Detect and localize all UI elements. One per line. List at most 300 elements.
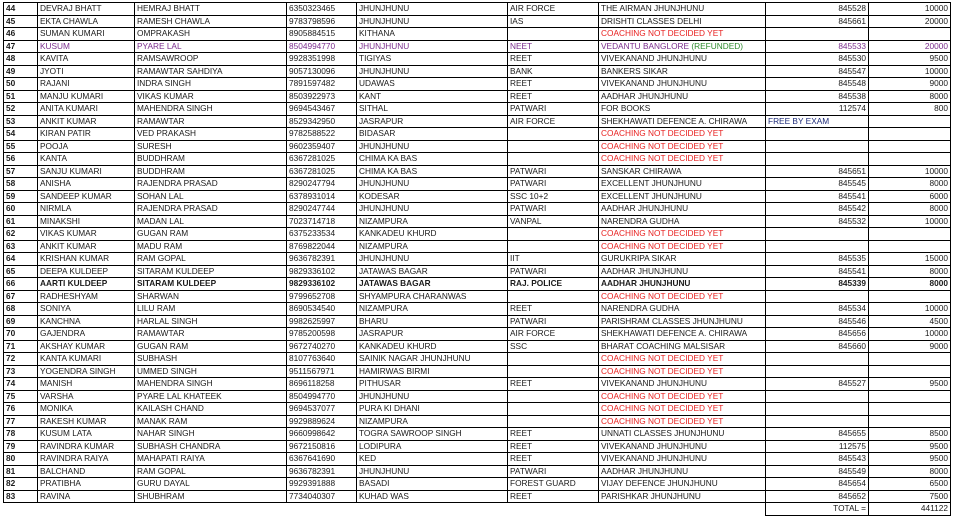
cell-student-name[interactable]: KUSUM LATA — [38, 428, 135, 441]
cell-exam[interactable]: PATWARI — [508, 465, 599, 478]
cell-fee[interactable]: 8000 — [869, 265, 951, 278]
cell-mobile[interactable]: 9799652708 — [287, 290, 357, 303]
cell-exam[interactable]: PATWARI — [508, 203, 599, 216]
cell-exam[interactable]: REET — [508, 303, 599, 316]
cell-student-name[interactable]: AKSHAY KUMAR — [38, 340, 135, 353]
cell-fee[interactable]: 10000 — [869, 328, 951, 341]
cell-address[interactable]: HAMIRWAS BIRMI — [357, 365, 508, 378]
cell-father-name[interactable]: NAHAR SINGH — [135, 428, 287, 441]
cell-receipt[interactable]: 845654 — [766, 478, 869, 491]
cell-student-name[interactable]: RAVINA — [38, 490, 135, 503]
cell-father-name[interactable]: SHARWAN — [135, 290, 287, 303]
cell-receipt[interactable] — [766, 140, 869, 153]
cell-student-name[interactable]: POOJA — [38, 140, 135, 153]
cell-coaching[interactable]: PARISHRAM CLASSES JHUNJHUNU — [599, 315, 766, 328]
cell-father-name[interactable]: MADU RAM — [135, 240, 287, 253]
cell-sno[interactable]: 47 — [4, 40, 38, 53]
cell-father-name[interactable]: KAILASH CHAND — [135, 403, 287, 416]
cell-mobile[interactable]: 9511567971 — [287, 365, 357, 378]
cell-father-name[interactable]: MAHAPATI RAIYA — [135, 453, 287, 466]
cell-student-name[interactable]: KANTA — [38, 153, 135, 166]
cell-father-name[interactable]: MADAN LAL — [135, 215, 287, 228]
cell-coaching[interactable]: COACHING NOT DECIDED YET — [599, 128, 766, 141]
cell-fee[interactable]: 10000 — [869, 3, 951, 16]
cell-fee[interactable]: 8000 — [869, 278, 951, 291]
cell-mobile[interactable]: 9982625997 — [287, 315, 357, 328]
cell-coaching[interactable]: EXCELLENT JHUNJHUNU — [599, 190, 766, 203]
cell-receipt[interactable] — [766, 353, 869, 366]
cell-fee[interactable]: 20000 — [869, 40, 951, 53]
cell-student-name[interactable]: SONIYA — [38, 303, 135, 316]
cell-sno[interactable]: 67 — [4, 290, 38, 303]
cell-address[interactable]: NIZAMPURA — [357, 415, 508, 428]
cell-coaching[interactable]: FOR BOOKS — [599, 103, 766, 116]
cell-exam[interactable] — [508, 290, 599, 303]
cell-sno[interactable]: 75 — [4, 390, 38, 403]
cell-address[interactable]: JHUNJHUNU — [357, 390, 508, 403]
cell-father-name[interactable]: MANAK RAM — [135, 415, 287, 428]
cell-exam[interactable]: PATWARI — [508, 165, 599, 178]
cell-father-name[interactable]: RAJENDRA PRASAD — [135, 178, 287, 191]
cell-fee[interactable]: 20000 — [869, 15, 951, 28]
cell-student-name[interactable]: SANJU KUMARI — [38, 165, 135, 178]
cell-coaching[interactable] — [599, 40, 766, 53]
cell-sno[interactable]: 55 — [4, 140, 38, 153]
cell-address[interactable]: KUHAD WAS — [357, 490, 508, 503]
cell-exam[interactable]: IIT — [508, 253, 599, 266]
cell-coaching[interactable]: PARISHKAR JHUNJHUNU — [599, 490, 766, 503]
cell-address[interactable]: SAINIK NAGAR JHUNJHUNU — [357, 353, 508, 366]
cell-receipt[interactable]: 845651 — [766, 165, 869, 178]
cell-address[interactable]: NIZAMPURA — [357, 215, 508, 228]
cell-father-name[interactable]: RAMSAWROOP — [135, 53, 287, 66]
cell-address[interactable]: NIZAMPURA — [357, 303, 508, 316]
cell-address[interactable]: KANKADEU KHURD — [357, 340, 508, 353]
cell-fee[interactable]: 9000 — [869, 340, 951, 353]
cell-student-name[interactable]: JYOTI — [38, 65, 135, 78]
cell-receipt[interactable]: 845549 — [766, 465, 869, 478]
cell-receipt[interactable] — [766, 115, 869, 128]
cell-coaching[interactable]: COACHING NOT DECIDED YET — [599, 353, 766, 366]
cell-coaching[interactable]: UNNATI CLASSES JHUNJHUNU — [599, 428, 766, 441]
cell-fee[interactable] — [869, 140, 951, 153]
cell-address[interactable]: JHUNJHUNU — [357, 253, 508, 266]
cell-sno[interactable]: 59 — [4, 190, 38, 203]
cell-sno[interactable]: 66 — [4, 278, 38, 291]
cell-student-name[interactable]: KANCHNA — [38, 315, 135, 328]
cell-coaching[interactable]: NARENDRA GUDHA — [599, 303, 766, 316]
cell-father-name[interactable]: SITARAM KULDEEP — [135, 265, 287, 278]
cell-sno[interactable]: 51 — [4, 90, 38, 103]
cell-mobile[interactable]: 9929889624 — [287, 415, 357, 428]
cell-mobile[interactable]: 8290247794 — [287, 178, 357, 191]
cell-coaching[interactable]: COACHING NOT DECIDED YET — [599, 390, 766, 403]
cell-exam[interactable]: IAS — [508, 15, 599, 28]
cell-receipt[interactable] — [766, 228, 869, 241]
cell-fee[interactable]: 7500 — [869, 490, 951, 503]
cell-exam[interactable]: AIR FORCE — [508, 115, 599, 128]
cell-exam[interactable]: REET — [508, 440, 599, 453]
cell-father-name[interactable]: PYARE LAL — [135, 40, 287, 53]
cell-exam[interactable]: RAJ. POLICE — [508, 278, 599, 291]
cell-exam[interactable]: REET — [508, 90, 599, 103]
cell-receipt[interactable]: 845542 — [766, 203, 869, 216]
cell-address[interactable]: JHUNJHUNU — [357, 3, 508, 16]
cell-father-name[interactable]: RAMAWTAR — [135, 115, 287, 128]
cell-mobile[interactable]: 7734040307 — [287, 490, 357, 503]
cell-sno[interactable]: 70 — [4, 328, 38, 341]
cell-mobile[interactable]: 9783798596 — [287, 15, 357, 28]
cell-address[interactable]: CHIMA KA BAS — [357, 165, 508, 178]
cell-coaching[interactable]: COACHING NOT DECIDED YET — [599, 415, 766, 428]
cell-address[interactable]: BIDASAR — [357, 128, 508, 141]
cell-student-name[interactable]: RAVINDRA KUMAR — [38, 440, 135, 453]
cell-fee[interactable]: 15000 — [869, 253, 951, 266]
cell-student-name[interactable]: EKTA CHAWLA — [38, 15, 135, 28]
cell-sno[interactable]: 71 — [4, 340, 38, 353]
cell-coaching[interactable]: SHEKHAWATI DEFENCE A. CHIRAWA — [599, 328, 766, 341]
cell-receipt[interactable] — [766, 128, 869, 141]
cell-exam[interactable]: VANPAL — [508, 215, 599, 228]
cell-exam[interactable]: REET — [508, 53, 599, 66]
cell-coaching[interactable]: VIVEKANAND JHUNJHUNU — [599, 453, 766, 466]
cell-exam[interactable] — [508, 140, 599, 153]
cell-mobile[interactable]: 9636782391 — [287, 253, 357, 266]
cell-student-name[interactable]: MANISH — [38, 378, 135, 391]
cell-father-name[interactable]: BUDDHRAM — [135, 153, 287, 166]
cell-sno[interactable]: 82 — [4, 478, 38, 491]
cell-mobile[interactable]: 9928351998 — [287, 53, 357, 66]
cell-mobile[interactable]: 9636782391 — [287, 465, 357, 478]
cell-address[interactable]: JATAWAS BAGAR — [357, 265, 508, 278]
cell-father-name[interactable]: SITARAM KULDEEP — [135, 278, 287, 291]
cell-father-name[interactable]: SUBHASH — [135, 353, 287, 366]
cell-sno[interactable]: 56 — [4, 153, 38, 166]
cell-exam[interactable]: FOREST GUARD — [508, 478, 599, 491]
cell-coaching[interactable]: COACHING NOT DECIDED YET — [599, 153, 766, 166]
cell-fee[interactable]: 10000 — [869, 165, 951, 178]
cell-receipt[interactable]: 845339 — [766, 278, 869, 291]
cell-fee[interactable]: 4500 — [869, 315, 951, 328]
cell-receipt[interactable]: 845541 — [766, 265, 869, 278]
cell-exam[interactable] — [508, 403, 599, 416]
cell-exam[interactable] — [508, 353, 599, 366]
cell-receipt[interactable]: 845534 — [766, 303, 869, 316]
cell-fee[interactable] — [869, 365, 951, 378]
cell-father-name[interactable]: RAM GOPAL — [135, 465, 287, 478]
cell-student-name[interactable]: VARSHA — [38, 390, 135, 403]
cell-fee[interactable] — [869, 415, 951, 428]
cell-mobile[interactable]: 8504994770 — [287, 390, 357, 403]
cell-mobile[interactable]: 7891597482 — [287, 78, 357, 91]
cell-father-name[interactable]: RAMAWTAR SAHDIYA — [135, 65, 287, 78]
cell-father-name[interactable]: GURU DAYAL — [135, 478, 287, 491]
cell-sno[interactable]: 80 — [4, 453, 38, 466]
cell-coaching[interactable]: SHEKHAWATI DEFENCE A. CHIRAWA — [599, 115, 766, 128]
cell-coaching[interactable]: COACHING NOT DECIDED YET — [599, 240, 766, 253]
cell-address[interactable]: KED — [357, 453, 508, 466]
cell-sno[interactable]: 64 — [4, 253, 38, 266]
cell-father-name[interactable]: OMPRAKASH — [135, 28, 287, 41]
cell-student-name[interactable]: AARTI KULDEEP — [38, 278, 135, 291]
cell-father-name[interactable]: MAHENDRA SINGH — [135, 103, 287, 116]
cell-coaching[interactable]: DRISHTI CLASSES DELHI — [599, 15, 766, 28]
cell-address[interactable]: TOGRA SAWROOP SINGH — [357, 428, 508, 441]
cell-sno[interactable]: 58 — [4, 178, 38, 191]
cell-exam[interactable] — [508, 365, 599, 378]
cell-receipt[interactable] — [766, 403, 869, 416]
cell-receipt[interactable]: 845527 — [766, 378, 869, 391]
cell-coaching[interactable]: AADHAR JHUNJHUNU — [599, 90, 766, 103]
cell-exam[interactable]: AIR FORCE — [508, 328, 599, 341]
cell-father-name[interactable]: RAJENDRA PRASAD — [135, 203, 287, 216]
cell-mobile[interactable]: 9672150816 — [287, 440, 357, 453]
cell-exam[interactable] — [508, 228, 599, 241]
cell-address[interactable]: KODESAR — [357, 190, 508, 203]
cell-address[interactable]: SHYAMPURA CHARANWAS — [357, 290, 508, 303]
cell-fee[interactable] — [869, 240, 951, 253]
cell-father-name[interactable]: VIKAS KUMAR — [135, 90, 287, 103]
cell-address[interactable]: JASRAPUR — [357, 328, 508, 341]
cell-sno[interactable]: 62 — [4, 228, 38, 241]
cell-sno[interactable]: 50 — [4, 78, 38, 91]
cell-fee[interactable] — [869, 115, 951, 128]
cell-fee[interactable] — [869, 290, 951, 303]
cell-exam[interactable]: REET — [508, 428, 599, 441]
cell-student-name[interactable]: NIRMLA — [38, 203, 135, 216]
cell-father-name[interactable]: HARLAL SINGH — [135, 315, 287, 328]
cell-receipt[interactable] — [766, 365, 869, 378]
cell-exam[interactable]: PATWARI — [508, 265, 599, 278]
cell-student-name[interactable]: VIKAS KUMAR — [38, 228, 135, 241]
cell-student-name[interactable]: KIRAN PATIR — [38, 128, 135, 141]
cell-address[interactable]: JHUNJHUNU — [357, 15, 508, 28]
cell-receipt[interactable]: 845655 — [766, 428, 869, 441]
cell-sno[interactable]: 46 — [4, 28, 38, 41]
cell-fee[interactable]: 9500 — [869, 440, 951, 453]
cell-mobile[interactable]: 9694537077 — [287, 403, 357, 416]
cell-student-name[interactable]: RADHESHYAM — [38, 290, 135, 303]
cell-receipt[interactable] — [766, 390, 869, 403]
cell-father-name[interactable]: MAHENDRA SINGH — [135, 378, 287, 391]
cell-address[interactable]: TIGIYAS — [357, 53, 508, 66]
cell-fee[interactable] — [869, 128, 951, 141]
cell-fee[interactable]: 8000 — [869, 203, 951, 216]
cell-receipt[interactable]: 845533 — [766, 40, 869, 53]
cell-student-name[interactable]: RAKESH KUMAR — [38, 415, 135, 428]
cell-exam[interactable]: REET — [508, 490, 599, 503]
cell-coaching[interactable]: THE AIRMAN JHUNJHUNU — [599, 3, 766, 16]
cell-fee[interactable]: 10000 — [869, 303, 951, 316]
cell-mobile[interactable]: 9660998642 — [287, 428, 357, 441]
total-value[interactable]: 441122 — [869, 503, 951, 516]
cell-student-name[interactable]: RAJANI — [38, 78, 135, 91]
cell-exam[interactable]: SSC — [508, 340, 599, 353]
cell-exam[interactable] — [508, 240, 599, 253]
cell-sno[interactable]: 68 — [4, 303, 38, 316]
cell-receipt[interactable] — [766, 153, 869, 166]
cell-receipt[interactable]: 845528 — [766, 3, 869, 16]
cell-father-name[interactable]: BUDDHRAM — [135, 165, 287, 178]
cell-mobile[interactable]: 8290247744 — [287, 203, 357, 216]
cell-address[interactable]: JHUNJHUNU — [357, 140, 508, 153]
cell-address[interactable]: JHUNJHUNU — [357, 40, 508, 53]
cell-student-name[interactable]: KAVITA — [38, 53, 135, 66]
cell-father-name[interactable]: PYARE LAL KHATEEK — [135, 390, 287, 403]
cell-receipt[interactable]: 845656 — [766, 328, 869, 341]
cell-father-name[interactable]: LILU RAM — [135, 303, 287, 316]
cell-coaching[interactable]: NARENDRA GUDHA — [599, 215, 766, 228]
cell-mobile[interactable]: 9694543467 — [287, 103, 357, 116]
cell-student-name[interactable]: MANJU KUMARI — [38, 90, 135, 103]
cell-exam[interactable]: REET — [508, 78, 599, 91]
cell-coaching[interactable]: VIVEKANAND JHUNJHUNU — [599, 53, 766, 66]
cell-mobile[interactable]: 9672740270 — [287, 340, 357, 353]
cell-sno[interactable]: 63 — [4, 240, 38, 253]
cell-sno[interactable]: 65 — [4, 265, 38, 278]
cell-father-name[interactable]: SOHAN LAL — [135, 190, 287, 203]
cell-coaching[interactable]: VIJAY DEFENCE JHUNJHUNU — [599, 478, 766, 491]
cell-mobile[interactable]: 6367281025 — [287, 153, 357, 166]
cell-fee[interactable]: 8000 — [869, 465, 951, 478]
cell-sno[interactable]: 81 — [4, 465, 38, 478]
cell-father-name[interactable]: VED PRAKASH — [135, 128, 287, 141]
cell-coaching[interactable]: COACHING NOT DECIDED YET — [599, 140, 766, 153]
cell-sno[interactable]: 44 — [4, 3, 38, 16]
cell-address[interactable]: JHUNJHUNU — [357, 465, 508, 478]
cell-student-name[interactable]: DEEPA KULDEEP — [38, 265, 135, 278]
cell-address[interactable]: UDAWAS — [357, 78, 508, 91]
cell-sno[interactable]: 57 — [4, 165, 38, 178]
cell-student-name[interactable]: ANISHA — [38, 178, 135, 191]
cell-exam[interactable] — [508, 390, 599, 403]
cell-father-name[interactable]: INDRA SINGH — [135, 78, 287, 91]
cell-sno[interactable]: 78 — [4, 428, 38, 441]
cell-fee[interactable] — [869, 228, 951, 241]
cell-address[interactable]: LODIPURA — [357, 440, 508, 453]
cell-address[interactable]: NIZAMPURA — [357, 240, 508, 253]
cell-student-name[interactable]: ANKIT KUMAR — [38, 115, 135, 128]
cell-receipt[interactable]: 845545 — [766, 178, 869, 191]
cell-coaching[interactable]: AADHAR JHUNJHUNU — [599, 278, 766, 291]
cell-receipt[interactable] — [766, 28, 869, 41]
cell-coaching[interactable]: SANSKAR CHIRAWA — [599, 165, 766, 178]
cell-sno[interactable]: 74 — [4, 378, 38, 391]
cell-fee[interactable] — [869, 403, 951, 416]
cell-mobile[interactable]: 6367281025 — [287, 165, 357, 178]
cell-mobile[interactable]: 8690534540 — [287, 303, 357, 316]
cell-receipt[interactable]: 845661 — [766, 15, 869, 28]
cell-receipt[interactable]: 845543 — [766, 453, 869, 466]
cell-sno[interactable]: 72 — [4, 353, 38, 366]
cell-exam[interactable]: BANK — [508, 65, 599, 78]
cell-student-name[interactable]: ANITA KUMARI — [38, 103, 135, 116]
cell-coaching[interactable]: COACHING NOT DECIDED YET — [599, 228, 766, 241]
cell-mobile[interactable]: 9829336102 — [287, 265, 357, 278]
cell-address[interactable]: JHUNJHUNU — [357, 65, 508, 78]
cell-sno[interactable]: 60 — [4, 203, 38, 216]
cell-fee[interactable]: 6000 — [869, 190, 951, 203]
cell-coaching[interactable]: COACHING NOT DECIDED YET — [599, 365, 766, 378]
cell-address[interactable]: JHUNJHUNU — [357, 203, 508, 216]
cell-fee[interactable]: 9500 — [869, 378, 951, 391]
cell-mobile[interactable]: 8504994770 — [287, 40, 357, 53]
cell-fee[interactable]: 9000 — [869, 78, 951, 91]
cell-father-name[interactable]: RAM GOPAL — [135, 253, 287, 266]
cell-receipt[interactable]: 845538 — [766, 90, 869, 103]
cell-receipt[interactable] — [766, 290, 869, 303]
cell-mobile[interactable]: 7023714718 — [287, 215, 357, 228]
cell-student-name[interactable]: PRATIBHA — [38, 478, 135, 491]
cell-receipt[interactable] — [766, 415, 869, 428]
cell-sno[interactable]: 52 — [4, 103, 38, 116]
cell-exam[interactable]: AIR FORCE — [508, 3, 599, 16]
cell-address[interactable]: PITHUSAR — [357, 378, 508, 391]
cell-receipt[interactable]: 845532 — [766, 215, 869, 228]
cell-sno[interactable]: 77 — [4, 415, 38, 428]
cell-exam[interactable] — [508, 28, 599, 41]
cell-address[interactable]: KITHANA — [357, 28, 508, 41]
cell-address[interactable]: CHIMA KA BAS — [357, 153, 508, 166]
cell-mobile[interactable]: 8503922973 — [287, 90, 357, 103]
cell-student-name[interactable]: GAJENDRA — [38, 328, 135, 341]
cell-student-name[interactable]: SANDEEP KUMAR — [38, 190, 135, 203]
cell-receipt[interactable]: 845546 — [766, 315, 869, 328]
cell-father-name[interactable]: RAMESH CHAWLA — [135, 15, 287, 28]
cell-father-name[interactable]: GUGAN RAM — [135, 340, 287, 353]
cell-fee[interactable]: 10000 — [869, 65, 951, 78]
cell-receipt[interactable]: 845548 — [766, 78, 869, 91]
cell-address[interactable]: BASADI — [357, 478, 508, 491]
cell-sno[interactable]: 54 — [4, 128, 38, 141]
cell-coaching[interactable]: AADHAR JHUNJHUNU — [599, 265, 766, 278]
cell-exam[interactable]: SSC 10+2 — [508, 190, 599, 203]
cell-coaching[interactable]: COACHING NOT DECIDED YET — [599, 290, 766, 303]
cell-coaching[interactable]: COACHING NOT DECIDED YET — [599, 28, 766, 41]
cell-receipt[interactable]: 112574 — [766, 103, 869, 116]
cell-fee[interactable]: 6500 — [869, 478, 951, 491]
cell-sno[interactable]: 73 — [4, 365, 38, 378]
cell-fee[interactable] — [869, 353, 951, 366]
cell-coaching[interactable]: BANKERS SIKAR — [599, 65, 766, 78]
cell-mobile[interactable]: 9602359407 — [287, 140, 357, 153]
cell-mobile[interactable]: 9785200598 — [287, 328, 357, 341]
cell-exam[interactable]: REET — [508, 378, 599, 391]
cell-exam[interactable] — [508, 153, 599, 166]
cell-sno[interactable]: 61 — [4, 215, 38, 228]
cell-mobile[interactable]: 6375233534 — [287, 228, 357, 241]
cell-fee[interactable]: 800 — [869, 103, 951, 116]
cell-mobile[interactable]: 9929391888 — [287, 478, 357, 491]
cell-fee[interactable] — [869, 28, 951, 41]
cell-address[interactable]: KANT — [357, 90, 508, 103]
cell-mobile[interactable]: 8769822044 — [287, 240, 357, 253]
cell-father-name[interactable]: GUGAN RAM — [135, 228, 287, 241]
cell-coaching[interactable]: VIVEKANAND JHUNJHUNU — [599, 378, 766, 391]
cell-receipt[interactable]: 845660 — [766, 340, 869, 353]
cell-coaching[interactable]: EXCELLENT JHUNJHUNU — [599, 178, 766, 191]
cell-coaching[interactable]: VIVEKANAND JHUNJHUNU — [599, 78, 766, 91]
cell-fee[interactable]: 8000 — [869, 178, 951, 191]
cell-student-name[interactable]: RAVINDRA RAIYA — [38, 453, 135, 466]
cell-student-name[interactable]: KUSUM — [38, 40, 135, 53]
cell-sno[interactable]: 45 — [4, 15, 38, 28]
cell-coaching[interactable]: AADHAR JHUNJHUNU — [599, 203, 766, 216]
cell-student-name[interactable]: KANTA KUMARI — [38, 353, 135, 366]
cell-coaching[interactable]: COACHING NOT DECIDED YET — [599, 403, 766, 416]
cell-receipt[interactable] — [766, 240, 869, 253]
cell-exam[interactable]: PATWARI — [508, 178, 599, 191]
